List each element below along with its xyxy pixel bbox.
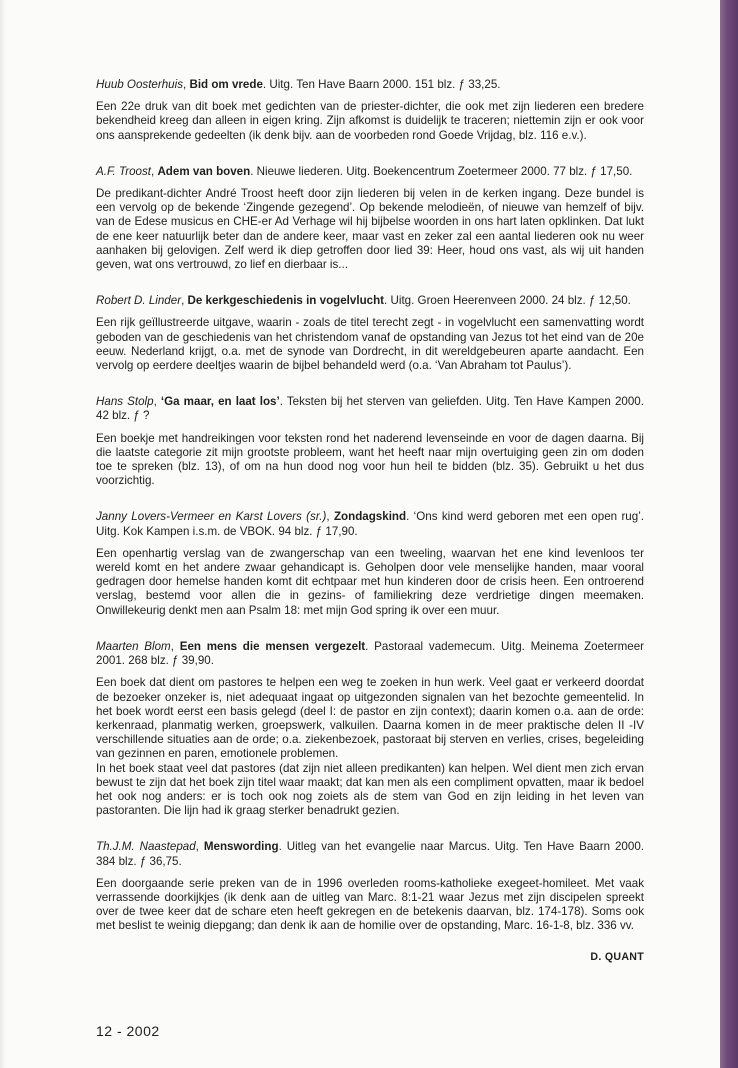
review-author: Huub Oosterhuis	[96, 78, 183, 91]
review-body: De predikant-dichter André Troost heeft door zijn liederen bij velen in de kerken ingang. Deze bundel is een vervolg op de bekende ‘Zingende gezegend’. Op bekende melodieën, of nieuwe van hemzelf of bijv. van de Edese musicus en CHE-er Ad Verhage wil hij bijbelse woorden in ons hart laten opklinken. Dat lukt de ene keer natuurlijk beter dan de andere keer, maar vast en zeker zal een aantal liederen ook nu weer aanhaken bij gelovigen. Zelf werd ik diep getroffen door lied 39: Heer, houd ons vast, als wij uit handen geven, wat ons vertrouwd, zo lief en dierbaar is...	[96, 187, 644, 272]
book-spine-edge	[720, 0, 738, 1068]
review-author: Hans Stolp	[96, 395, 154, 409]
review-heading: Th.J.M. Naastepad, Menswording. Uitleg van het evangelie naar Marcus. Uitg. Ten Have Baarn 2000. 384 blz. ƒ 36,75.	[96, 840, 644, 868]
review-body: Een openhartig verslag van de zwangerschap van een tweeling, waarvan het ene kind levenloos ter wereld komt en het andere zwaar gehandicapt is. Geholpen door vele menselijke handen, maar vooral gedragen door hemelse handen komt dit echtpaar met hun kinderen door de crisis heen. Een ontroerend verslag, bestemd voor allen die in gezins- of familiekring deze verdrietige dingen meemaken. Onwillekeurig denkt men aan Psalm 18: met mijn God spring ik over een muur.	[96, 546, 644, 617]
review-heading: Janny Lovers-Vermeer en Karst Lovers (sr.), Zondagskind. ‘Ons kind werd geboren met een open rug’. Uitg. Kok Kampen i.s.m. de VBOK. 94 blz. ƒ 17,90.	[96, 510, 644, 538]
review-details: . Uitg. Groen Heerenveen 2000. 24 blz. ƒ 12,50.	[384, 294, 631, 308]
review	[96, 640, 644, 818]
review-details: . Uitg. Ten Have Baarn 2000. 151 blz. ƒ 33,25.	[262, 78, 501, 91]
review	[96, 294, 644, 373]
reviewer-signature: D. QUANT	[590, 950, 644, 963]
review-heading: Huub Oosterhuis, Bid om vrede. Uitg. Ten Have Baarn 2000. 151 blz. ƒ 33,25.	[96, 78, 501, 91]
review	[96, 395, 644, 488]
review-title: Menswording	[203, 840, 279, 854]
review-heading: Robert D. Linder, De kerkgeschiedenis in vogelvlucht. Uitg. Groen Heerenveen 2000. 24 blz. ƒ 12,50.	[96, 294, 631, 308]
review-title: Adem van boven	[157, 164, 251, 178]
review-details: . Teksten bij het sterven van geliefden. Uitg. Ten Have Kampen 2000. 42 blz. ƒ ?	[96, 395, 644, 423]
review-title: Een mens die mensen vergezelt	[179, 639, 366, 653]
review	[96, 165, 644, 272]
review-author: Maarten Blom	[96, 639, 171, 653]
review-heading: Maarten Blom, Een mens die mensen vergezelt. Pastoraal vademecum. Uitg. Meinema Zoetermeer 2001. 268 blz. ƒ 39,90.	[96, 639, 645, 668]
page-number: 12 - 2002	[96, 1023, 160, 1039]
review-body: Een 22e druk van dit boek met gedichten van de priester-dichter, die ook met zijn liederen een bredere bekendheid kreeg dan alleen in eigen kring. Zijn afkomst is duidelijk te traceren; niettemin zijn er ook voor ons aansprekende gedeelten (ik denk bijv. aan de voorbeden rond Goede Vrijdag, blz. 116 e.v.).	[96, 100, 644, 142]
review-title: Zondagskind	[333, 510, 407, 524]
review	[96, 840, 644, 933]
review-body: Een boek dat dient om pastores te helpen een weg te zoeken in hun werk. Veel gaat er verkeerd doordat de bezoeker onzeker is, niet adequaat ingaat op uitgezonden signalen van het bezochte gemeentelid. In het boek wordt eerst een basis gelegd (deel I: de pastor en zijn context); daarin komen o.a. aan de orde: kerkenraad, planmatig werken, groepswerk, valkuilen. Daarna komen in de meer praktische delen II -IV verschillende situaties aan de orde; o.a. ziekenbezoek, pastoraat bij sterven en verlies, crises, begeleiding van gezinnen en paren, emotionele problemen. In het boek staat veel dat pastores (dat zijn niet alleen predikanten) kan helpen. Wel dient men zich ervan bewust te zijn dat het boek zijn titel waar maakt; dat kan men als een compliment opvatten, maar ik bedoel het ook nog anders: er is toch ook nog zoiets als de stem van God en zijn leiding in het leven van pastoranten. Die lijn had ik graag sterker benadrukt gezien.	[96, 676, 644, 818]
review-title: ‘Ga maar, en laat los’	[160, 395, 280, 409]
review-author: A.F. Troost	[96, 164, 151, 178]
page-edge	[0, 0, 6, 1068]
review-details: . Pastoraal vademecum. Uitg. Meinema Zoetermeer 2001. 268 blz. ƒ 39,90.	[96, 639, 645, 668]
review-details: . Uitleg van het evangelie naar Marcus. Uitg. Ten Have Baarn 2000. 384 blz. ƒ 36,75.	[96, 840, 644, 868]
review-author: Th.J.M. Naastepad	[96, 840, 196, 854]
review-body: Een rijk geïllustreerde uitgave, waarin - zoals de titel terecht zegt - in vogelvlucht een samenvatting wordt geboden van de geschiedenis van het christendom vanaf de opstanding van Jezus tot het eind van de 20e eeuw. Nederland krijgt, o.a. met de synode van Dordrecht, in dit wereldgebeuren aparte aandacht. Een vervolg op eerdere deeltjes waarin de bijbel behandeld werd (o.a. ‘Van Abraham tot Paulus’).	[96, 316, 644, 373]
review-author: Janny Lovers-Vermeer en Karst Lovers (sr.)	[96, 510, 327, 524]
review-body: Een boekje met handreikingen voor teksten rond het naderend levenseinde en voor de dagen daarna. Bij die laatste categorie zit mijn grootste probleem, want het heeft naar mijn overtuiging geen zin om doden toe te spreken (blz. 13), of om na hun dood nog voor hun heil te bidden (blz. 35). Gebruikt u het dus voorzichtig.	[96, 431, 644, 488]
review-heading: Hans Stolp, ‘Ga maar, en laat los’. Teksten bij het sterven van geliefden. Uitg. Ten Have Kampen 2000. 42 blz. ƒ ?	[96, 395, 644, 423]
review-details: . Nieuwe liederen. Uitg. Boekencentrum Zoetermeer 2000. 77 blz. ƒ 17,50.	[250, 164, 633, 178]
review-title: Bid om vrede	[189, 78, 263, 91]
review-column	[96, 78, 644, 964]
review-body: Een doorgaande serie preken van de in 1996 overleden rooms-katholieke exegeet-homileet. Met vaak verrassende doorkijkjes (ik denk aan de uitleg van Marc. 8:1-21 waar Jezus met zijn discipelen spreekt over de twee keer dat de schare eten heeft gekregen en de betekenis daarvan, blz. 174-178). Soms ook met beslist te weinig diepgang; dan denk ik aan de homilie over de opstanding, Marc. 16-1-8, blz. 336 vv.	[96, 876, 644, 933]
review	[96, 78, 644, 143]
review-title: De kerkgeschiedenis in vogelvlucht	[187, 294, 385, 308]
review-heading: A.F. Troost, Adem van boven. Nieuwe liederen. Uitg. Boekencentrum Zoetermeer 2000. 77 blz. ƒ 17,50.	[96, 164, 633, 178]
review-author: Robert D. Linder	[96, 294, 182, 308]
review	[96, 510, 644, 617]
review-details: . ‘Ons kind werd geboren met een open rug’. Uitg. Kok Kampen i.s.m. de VBOK. 94 blz. ƒ 17,90.	[96, 510, 644, 538]
